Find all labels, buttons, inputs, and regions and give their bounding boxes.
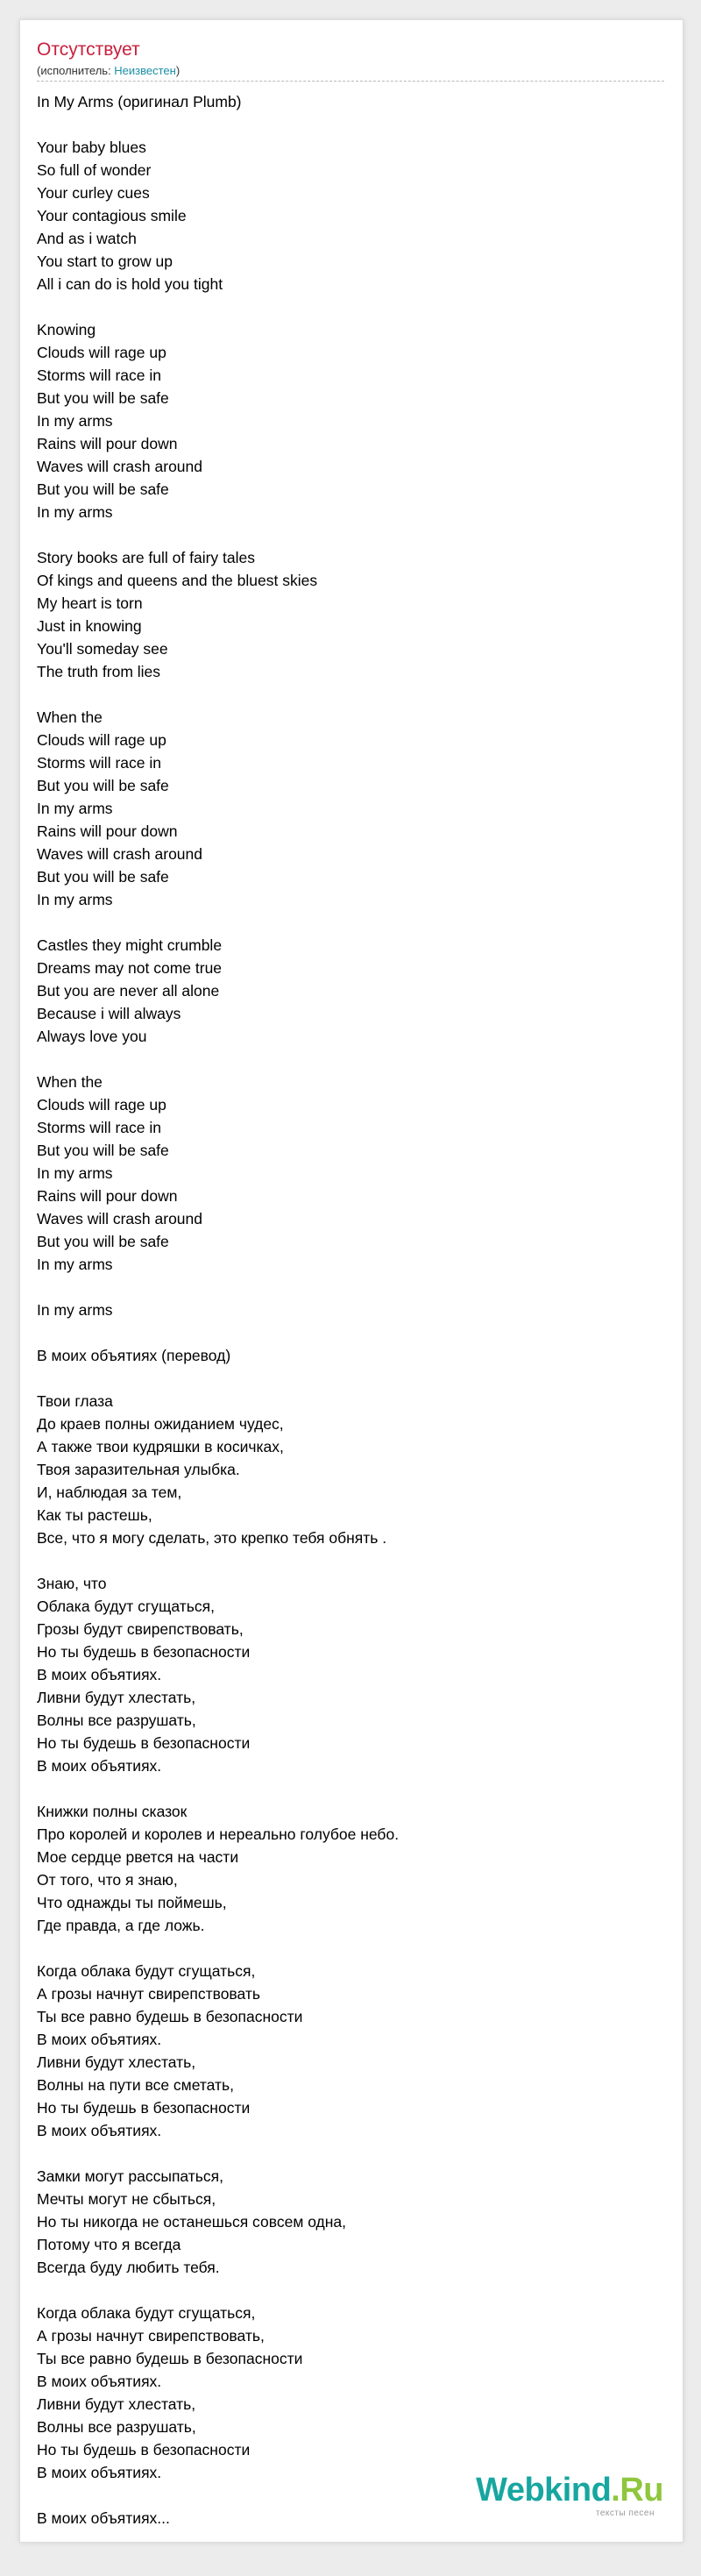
lyric-line: В моих объятиях... [37, 2509, 170, 2527]
lyric-line: Ливни будут хлестать, [37, 2395, 196, 2413]
lyric-line: Rains will pour down [37, 435, 178, 452]
lyric-line: Мечты могут не сбыться, [37, 2190, 216, 2208]
lyric-line: Когда облака будут сгущаться, [37, 1962, 256, 1980]
lyric-blank-line [37, 911, 664, 934]
lyric-line: А грозы начнут свирепствовать [37, 1985, 261, 2003]
lyric-line: My heart is torn [37, 594, 143, 612]
lyric-line: Что однажды ты поймешь, [37, 1894, 227, 1911]
lyric-line: Just in knowing [37, 617, 142, 635]
lyric-line: Rains will pour down [37, 1187, 178, 1205]
lyric-line: Storms will race in [37, 1119, 161, 1136]
song-title: Отсутствует [37, 39, 140, 60]
lyric-line: А грозы начнут свирепствовать, [37, 2327, 265, 2345]
lyric-line: В моих объятиях. [37, 2373, 162, 2390]
lyric-line: Clouds will rage up [37, 1096, 166, 1114]
lyric-line: Все, что я могу сделать, это крепко тебя обнять . [37, 1529, 387, 1547]
lyric-line: Про королей и королев и нереально голубое небо. [37, 1825, 400, 1843]
lyric-line: Because i will always [37, 1005, 181, 1022]
lyric-line: Как ты растешь, [37, 1506, 152, 1524]
lyric-line: Knowing [37, 321, 96, 338]
logo-ru: .Ru [611, 2472, 663, 2508]
lyric-line: Волны на пути все сметать, [37, 2076, 235, 2094]
lyric-line: Грозы будут свирепствовать, [37, 1620, 244, 1638]
lyric-line: В моих объятиях. [37, 2464, 162, 2481]
lyric-line: Waves will crash around [37, 1210, 203, 1228]
lyric-line: А также твои кудряшки в косичках, [37, 1438, 284, 1455]
lyric-line: Your curley cues [37, 184, 150, 202]
lyric-line: Но ты будешь в безопасности [37, 2099, 251, 2117]
lyric-line: Волны все разрушать, [37, 2418, 196, 2436]
lyric-line: Clouds will rage up [37, 344, 166, 361]
lyric-line: Clouds will rage up [37, 731, 166, 749]
lyric-blank-line [37, 1777, 664, 1800]
lyric-line: Castles they might crumble [37, 936, 223, 954]
lyric-line: Книжки полны сказок [37, 1803, 188, 1820]
logo-tagline: тексты песен [595, 2508, 655, 2518]
lyric-line: Story books are full of fairy tales [37, 549, 255, 566]
lyric-line: So full of wonder [37, 161, 152, 179]
lyric-line: Облака будут сгущаться, [37, 1598, 215, 1615]
lyric-line: But you will be safe [37, 480, 169, 498]
lyric-line: But you will be safe [37, 1142, 169, 1159]
lyric-line: И, наблюдая за тем, [37, 1484, 182, 1501]
lyric-line: Of kings and queens and the bluest skies [37, 572, 318, 589]
lyric-line: Always love you [37, 1028, 147, 1045]
lyric-line: Dreams may not come true [37, 959, 223, 977]
lyric-line: От того, что я знаю, [37, 1871, 178, 1889]
lyric-line: До краев полны ожиданием чудес, [37, 1415, 284, 1433]
lyric-line: In my arms [37, 800, 113, 817]
lyric-line: В моих объятиях. [37, 1666, 162, 1683]
lyrics-card [19, 19, 683, 2543]
lyric-line: Потому что я всегда [37, 2236, 181, 2253]
lyric-line: In My Arms (оригинал Plumb) [37, 93, 242, 110]
lyric-line: In my arms [37, 1164, 113, 1182]
lyric-line: Всегда буду любить тебя. [37, 2259, 220, 2276]
lyric-blank-line [37, 1321, 664, 1344]
lyric-line: В моих объятиях. [37, 2122, 162, 2139]
lyric-blank-line [37, 1367, 664, 1390]
header-divider [37, 81, 664, 82]
lyric-line: In my arms [37, 503, 113, 521]
performer-suffix: ) [175, 64, 181, 77]
lyric-line: Storms will race in [37, 366, 161, 384]
lyric-line: Ливни будут хлестать, [37, 2053, 196, 2071]
lyric-line: Но ты будешь в безопасности [37, 1643, 251, 1661]
lyric-blank-line [37, 295, 664, 318]
lyric-line: You'll someday see [37, 640, 168, 658]
lyric-line: When the [37, 1073, 103, 1091]
lyric-line: Waves will crash around [37, 458, 203, 475]
lyric-line: Где правда, а где ложь. [37, 1917, 205, 1934]
performer-prefix: (исполнитель: [37, 64, 115, 77]
lyric-line: Твоя заразительная улыбка. [37, 1461, 240, 1478]
lyric-line: В моих объятиях. [37, 2031, 162, 2048]
lyric-line: And as i watch [37, 230, 137, 247]
lyric-line: All i can do is hold you tight [37, 275, 223, 293]
lyric-blank-line [37, 523, 664, 546]
lyric-line: In my arms [37, 891, 113, 908]
lyric-line: В моих объятиях. [37, 1757, 162, 1775]
lyric-line: In my arms [37, 412, 113, 430]
lyric-line: Но ты никогда не останешься совсем одна, [37, 2213, 347, 2231]
lyric-blank-line [37, 683, 664, 706]
lyric-line: But you are never all alone [37, 982, 220, 1000]
lyric-line: Ты все равно будешь в безопасности [37, 2008, 303, 2025]
lyric-line: В моих объятиях (перевод) [37, 1347, 231, 1364]
lyric-line: In my arms [37, 1301, 113, 1319]
lyric-blank-line [37, 1048, 664, 1071]
lyric-line: You start to grow up [37, 253, 173, 270]
lyric-line: Замки могут рассыпаться, [37, 2167, 223, 2185]
lyrics-text [37, 90, 664, 2530]
lyric-blank-line [37, 2279, 664, 2302]
lyric-blank-line [37, 113, 664, 136]
lyric-line: Rains will pour down [37, 822, 178, 840]
site-logo[interactable] [476, 2472, 663, 2519]
lyric-line: Ты все равно будешь в безопасности [37, 2350, 303, 2367]
performer-line [37, 64, 180, 78]
lyric-line: But you will be safe [37, 777, 169, 794]
logo-wordmark [476, 2472, 663, 2508]
lyric-line: But you will be safe [37, 389, 169, 407]
lyric-line: Your baby blues [37, 139, 146, 156]
lyric-line: Waves will crash around [37, 845, 203, 863]
lyric-line: Волны все разрушать, [37, 1711, 196, 1729]
lyric-blank-line [37, 1937, 664, 1960]
lyric-line: Your contagious smile [37, 207, 187, 224]
lyric-blank-line [37, 1549, 664, 1572]
lyric-blank-line [37, 1276, 664, 1299]
lyric-line: Твои глаза [37, 1392, 113, 1410]
lyric-line: In my arms [37, 1256, 113, 1273]
lyric-line: But you will be safe [37, 1233, 169, 1250]
lyric-blank-line [37, 2142, 664, 2165]
lyric-line: Когда облака будут сгущаться, [37, 2304, 256, 2322]
lyric-line: The truth from lies [37, 663, 161, 680]
lyric-line: Storms will race in [37, 754, 161, 772]
lyric-line: Но ты будешь в безопасности [37, 1734, 251, 1752]
lyric-line: Ливни будут хлестать, [37, 1689, 196, 1706]
lyric-line: Мое сердце рвется на части [37, 1848, 239, 1866]
lyric-line: Но ты будешь в безопасности [37, 2441, 251, 2459]
lyric-line: Знаю, что [37, 1575, 107, 1592]
lyric-line: But you will be safe [37, 868, 169, 886]
logo-word: Webkind [476, 2472, 612, 2508]
performer-link[interactable]: Неизвестен [114, 64, 176, 77]
lyric-line: When the [37, 708, 103, 726]
